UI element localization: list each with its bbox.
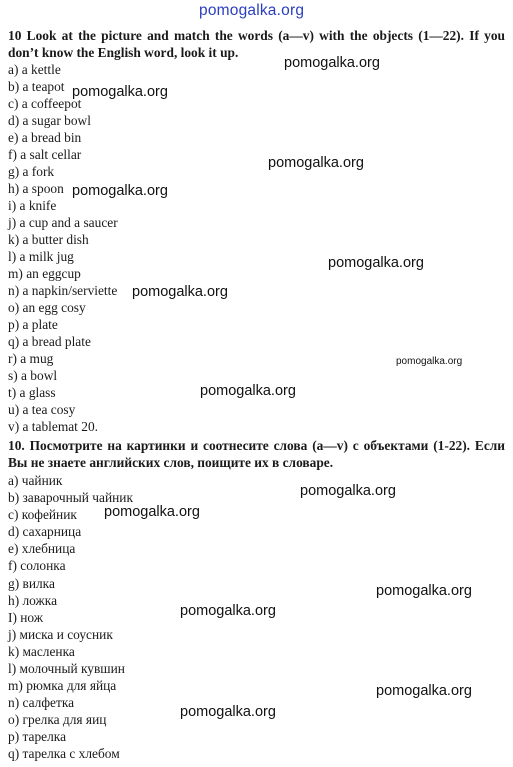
list-item: b) a teapot	[8, 79, 65, 94]
list-item: d) a sugar bowl	[8, 113, 91, 128]
list-item: l) a milk jug	[8, 249, 74, 264]
list-item: p) a plate	[8, 317, 58, 332]
list-item: a) чайник	[8, 473, 63, 488]
watermark: pomogalka.org	[132, 284, 228, 300]
watermark: pomogalka.org	[328, 255, 424, 271]
list-item: q) a bread plate	[8, 334, 91, 349]
list-item: v) a tablemat 20.	[8, 419, 98, 434]
watermark: pomogalka.org	[268, 155, 364, 171]
list-item: m) рюмка для яйца	[8, 678, 117, 693]
list-item: n) салфетка	[8, 695, 75, 710]
list-item: m) an eggcup	[8, 266, 81, 281]
list-item: u) a tea cosy	[8, 402, 76, 417]
list-item: h) ложка	[8, 593, 58, 608]
list-item: I) нож	[8, 610, 44, 625]
list-item: a) a kettle	[8, 62, 61, 77]
list-item: j) a cup and a saucer	[8, 215, 118, 230]
watermark: pomogalka.org	[180, 704, 276, 720]
list-item: c) кофейник	[8, 507, 77, 522]
exercise-en-heading: 10 Look at the picture and match the words (a—v) with the objects (1—22). If you don’t know the English word, look it up.	[8, 28, 505, 60]
list-item: d) сахарница	[8, 524, 82, 539]
list-item: l) молочный кувшин	[8, 661, 125, 676]
list-item: c) a coffeepot	[8, 96, 82, 111]
list-item: e) хлебница	[8, 541, 76, 556]
list-item: f) a salt cellar	[8, 147, 82, 162]
list-item: o) an egg cosy	[8, 300, 86, 315]
list-item: g) a fork	[8, 164, 55, 179]
list-item: s) a bowl	[8, 368, 58, 383]
watermark: pomogalka.org	[72, 183, 168, 199]
list-item: g) вилка	[8, 576, 55, 591]
watermark: pomogalka.org	[104, 504, 200, 520]
list-item: r) a mug	[8, 351, 54, 366]
watermark: pomogalka.org	[376, 583, 472, 599]
list-item: j) миска и соусник	[8, 627, 113, 642]
list-item: f) солонка	[8, 558, 66, 573]
watermark: pomogalka.org	[376, 683, 472, 699]
list-item: e) a bread bin	[8, 130, 82, 145]
watermark: pomogalka.org	[300, 483, 396, 499]
watermark: pomogalka.org	[72, 84, 168, 100]
list-item: o) грелка для яиц	[8, 712, 107, 727]
watermark: pomogalka.org	[200, 383, 296, 399]
list-item: t) a glass	[8, 385, 56, 400]
exercise-ru-heading: 10. Посмотрите на картинки и соотнесите слова (a—v) с объектами (1-22). Если Вы не знаете английских слов, поищите их в словаре.	[8, 438, 505, 470]
watermark: pomogalka.org	[180, 603, 276, 619]
list-item: k) масленка	[8, 644, 75, 659]
list-item: h) a spoon	[8, 181, 64, 196]
list-item: k) a butter dish	[8, 232, 89, 247]
watermark: pomogalka.org	[284, 55, 380, 71]
list-item: i) a knife	[8, 198, 57, 213]
list-item: p) тарелка	[8, 729, 67, 744]
watermark-top: pomogalka.org	[199, 2, 305, 19]
list-item: b) заварочный чайник	[8, 490, 133, 505]
list-item: n) a napkin/serviette	[8, 283, 118, 298]
watermark: pomogalka.org	[396, 356, 463, 367]
list-item: q) тарелка с хлебом	[8, 746, 120, 761]
